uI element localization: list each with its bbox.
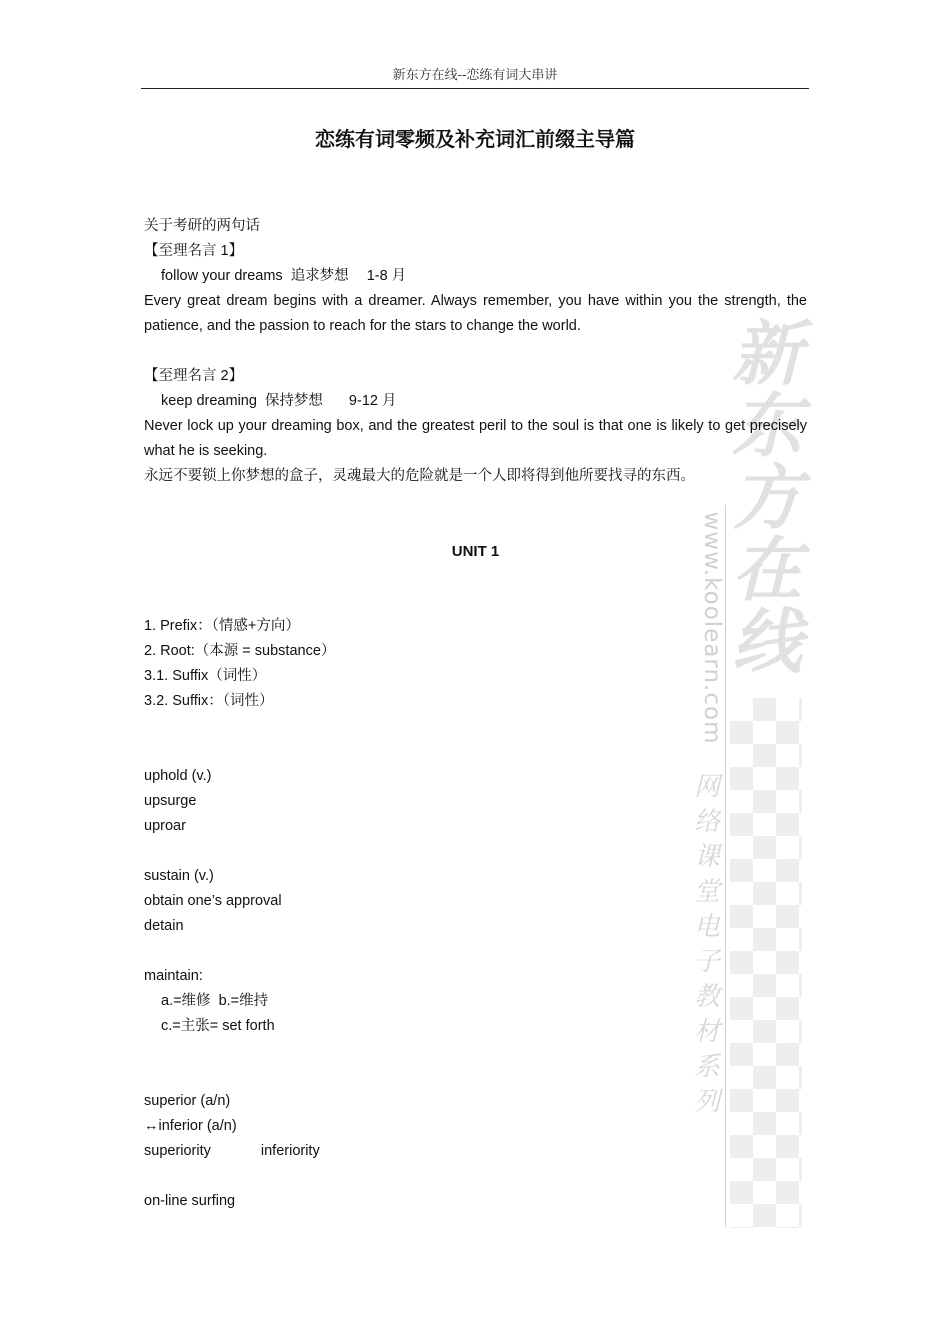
- quote1-heading: [144, 264, 807, 289]
- spacer: [144, 514, 807, 539]
- spacer: [144, 714, 807, 739]
- maintain-sense-c: c.=主张= set forth: [161, 1018, 275, 1034]
- watermark-series-char: 材: [693, 1017, 720, 1047]
- vocab-inferiority: inferiority: [260, 1143, 320, 1159]
- vocab-item: detain: [144, 918, 184, 934]
- watermark-brand-char: 方: [732, 457, 802, 539]
- vocab-item: upsurge: [144, 793, 197, 809]
- vocab-item: superior (a/n): [144, 1093, 231, 1109]
- watermark-series-char: 教: [693, 982, 720, 1012]
- vocab-superiority: superiority: [144, 1143, 211, 1159]
- watermark-series-char: 电: [693, 912, 720, 942]
- spacer: [144, 564, 807, 589]
- vocab-item: uproar: [144, 818, 186, 834]
- outline-item: 3.2. Suffix：（词性）: [144, 693, 274, 709]
- watermark-series-char: 课: [693, 842, 720, 872]
- watermark-url: www.koolearn.com: [699, 511, 725, 745]
- vocab-item: sustain (v.): [144, 868, 214, 884]
- quote1-months: 1-8 月: [366, 268, 407, 284]
- vocab-item: obtain one’s approval: [144, 893, 282, 909]
- maintain-senses: [144, 989, 807, 1014]
- quote1-text: Every great dream begins with a dreamer. Always remember, you have within you the strength, the patience, and the passion to reach for the stars to change the world.: [144, 293, 807, 334]
- outline-item: 3.1. Suffix（词性）: [144, 668, 267, 684]
- spacer: [144, 339, 807, 364]
- quote1-label: 【至理名言 1】: [144, 243, 244, 259]
- vocab-item: uphold (v.): [144, 768, 212, 784]
- watermark-brand-char: 在: [732, 529, 802, 611]
- quote2-phrase-cn: 保持梦想: [264, 393, 323, 409]
- unit-heading: UNIT 1: [451, 543, 500, 560]
- outline-item: 1. Prefix：（情感+方向）: [144, 618, 300, 634]
- outline-item: 2. Root:（本源 = substance）: [144, 643, 336, 659]
- header-divider: [141, 88, 809, 89]
- running-header: 新东方在线--恋练有词大串讲: [392, 68, 558, 83]
- maintain-sense-b: b.=维持: [218, 993, 269, 1009]
- quote1-phrase: follow your dreams: [161, 268, 283, 284]
- spacer: [144, 1164, 807, 1189]
- watermark-series-char: 列: [693, 1087, 720, 1117]
- spacer: [144, 1039, 807, 1064]
- watermark-series-char: 堂: [693, 877, 720, 907]
- spacer: [144, 839, 807, 864]
- quote2-translation: 永远不要锁上你梦想的盒子，灵魂最大的危险就是一个人即将得到他所要找寻的东西。: [144, 468, 695, 484]
- document-body: [144, 214, 807, 1214]
- spacer: [144, 489, 807, 514]
- watermark-series-char: 络: [693, 807, 720, 837]
- watermark-brand-char: 新: [732, 313, 802, 395]
- maintain-sense-a: a.=维修: [161, 993, 211, 1009]
- spacer: [144, 939, 807, 964]
- quote2-heading: [144, 389, 807, 414]
- spacer: [144, 589, 807, 614]
- watermark-series-char: 网: [693, 772, 720, 802]
- watermark-brand-char: 东: [732, 385, 802, 467]
- watermark-series-char: 系: [693, 1052, 720, 1082]
- vocab-item: on-line surfing: [144, 1193, 236, 1209]
- quote2-phrase: keep dreaming: [161, 393, 257, 409]
- quote2-months: 9-12 月: [348, 393, 397, 409]
- vocab-item: ↔inferior (a/n): [144, 1118, 237, 1134]
- vocab-item-maintain: maintain:: [144, 968, 203, 984]
- spacer: [144, 739, 807, 764]
- quote1-phrase-cn: 追求梦想: [290, 268, 349, 284]
- document-title: 恋练有词零频及补充词汇前缀主导篇: [315, 129, 635, 151]
- quote2-text: Never lock up your dreaming box, and the greatest peril to the soul is that one is likely to get precisely what he is seeking.: [144, 418, 807, 459]
- watermark-brand-char: 线: [732, 601, 802, 683]
- spacer: [144, 1064, 807, 1089]
- intro-lead: 关于考研的两句话: [144, 218, 260, 234]
- vocab-item-pair: [144, 1139, 807, 1164]
- watermark-series-char: 子: [693, 947, 720, 977]
- quote2-label: 【至理名言 2】: [144, 368, 244, 384]
